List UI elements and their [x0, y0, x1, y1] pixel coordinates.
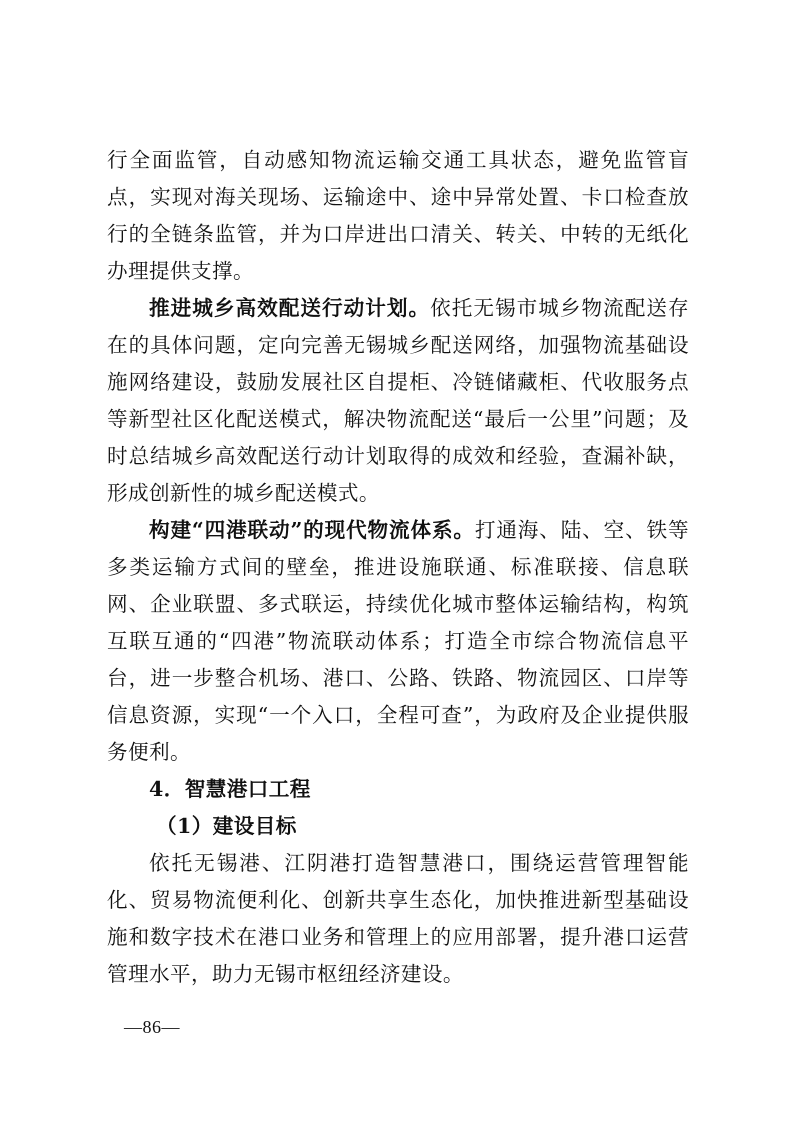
subsection-heading: （1）建设目标	[156, 814, 297, 838]
paragraph-smart-port-goals	[107, 845, 689, 993]
paragraph-four-ports-logistics	[107, 512, 689, 771]
paragraph-urban-rural-delivery	[107, 290, 689, 512]
paragraph-lead-heading: 推进城乡高效配送行动计划。	[149, 296, 431, 320]
paragraph-text: 依托无锡港、江阴港打造智慧港口，围绕运营管理智能化、贸易物流便利化、创新共享生态化，加快推进新型基础设施和数字技术在港口业务和管理上的应用部署，提升港口运营管理水平，助力无锡市枢纽经济建设。	[107, 851, 689, 986]
paragraph-customs-supervision	[107, 142, 689, 290]
page-number: —86—	[124, 1017, 180, 1037]
document-body	[107, 142, 689, 993]
paragraph-lead-heading: 构建“四港联动”的现代物流体系。	[149, 518, 475, 542]
section-heading: 4．智慧港口工程	[149, 777, 311, 801]
paragraph-text: 行全面监管，自动感知物流运输交通工具状态，避免监管盲点，实现对海关现场、运输途中、途中异常处置、卡口检查放行的全链条监管，并为口岸进出口清关、转关、中转的无纸化办理提供支撑。	[107, 148, 689, 283]
paragraph-text: 打通海、陆、空、铁等多类运输方式间的壁垒，推进设施联通、标准联接、信息联网、企业联盟、多式联运，持续优化城市整体运输结构，构筑互联互通的“四港”物流联动体系；打造全市综合物流信息平台，进一步整合机场、港口、公路、铁路、物流园区、口岸等信息资源，实现“一个入口，全程可查”，为政府及企业提供服务便利。	[107, 518, 690, 764]
paragraph-text: 依托无锡市城乡物流配送存在的具体问题，定向完善无锡城乡配送网络，加强物流基础设施网络建设，鼓励发展社区自提柜、冷链储藏柜、代收服务点等新型社区化配送模式，解决物流配送“最后一公里”问题；及时总结城乡高效配送行动计划取得的成效和经验，查漏补缺，形成创新性的城乡配送模式。	[107, 296, 689, 505]
